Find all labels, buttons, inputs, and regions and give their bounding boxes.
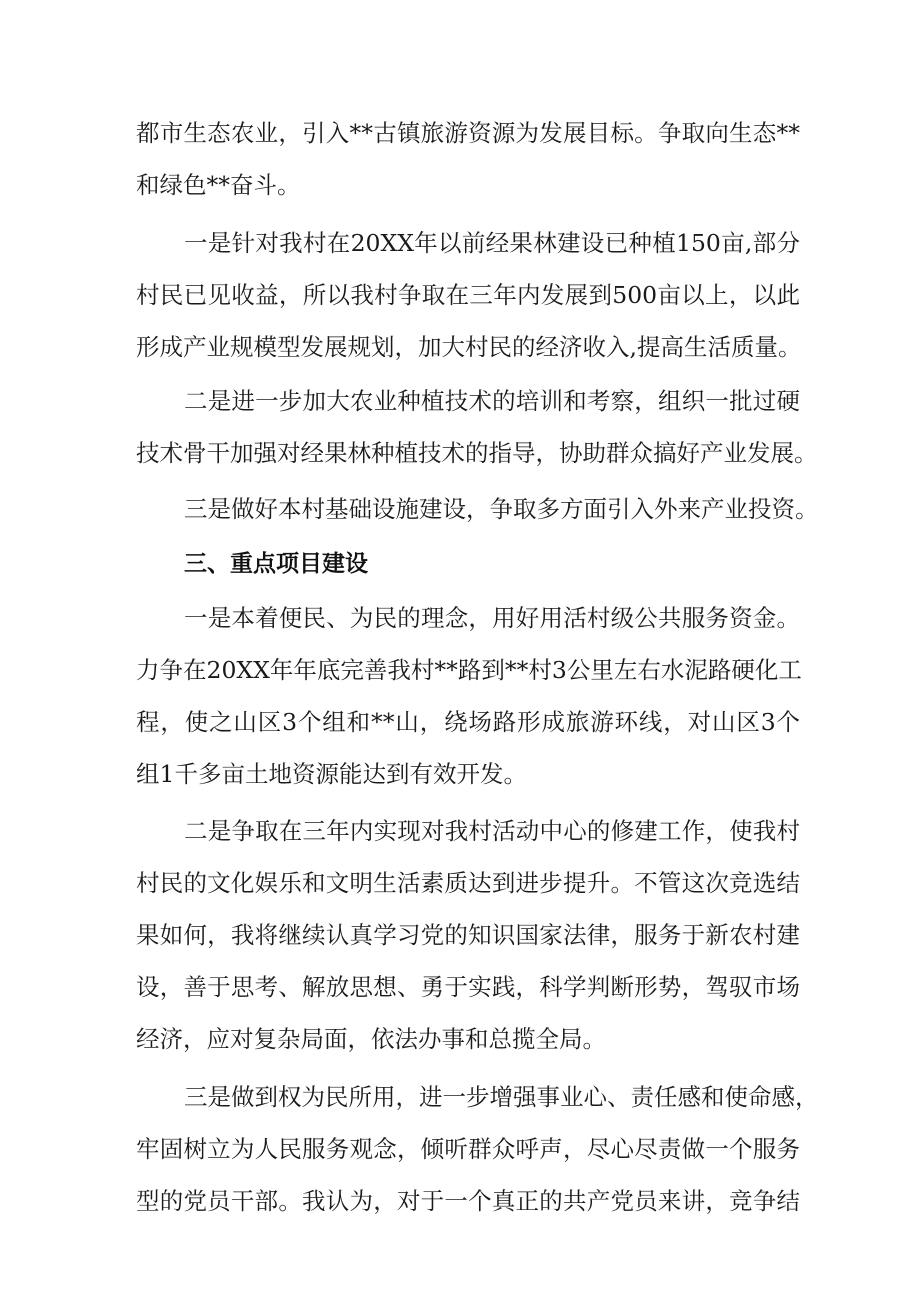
paragraph-line: 程，使之山区3个组和**山，绕场路形成旅游环线，对山区3个 [136, 708, 800, 736]
paragraph-line: 一是针对我村在20XX年以前经果林建设已种植150亩,部分 [184, 229, 800, 257]
paragraph-line: 型的党员干部。我认为，对于一个真正的共产党员来讲，竞争结 [136, 1187, 800, 1215]
paragraph-line: 和绿色**奋斗。 [136, 171, 301, 199]
paragraph-line: 形成产业规模型发展规划，加大村民的经济收入,提高生活质量。 [136, 333, 802, 361]
paragraph-line: 一是本着便民、为民的理念，用好用活村级公共服务资金。 [184, 604, 800, 632]
paragraph-line: 村民已见收益，所以我村争取在三年内发展到500亩以上，以此 [136, 281, 800, 309]
paragraph-line: 牢固树立为人民服务观念，倾听群众呼声，尽心尽责做一个服务 [136, 1135, 800, 1163]
section-heading: 三、重点项目建设 [184, 551, 368, 577]
paragraph-line: 设，善于思考、解放思想、勇于实践，科学判断形势，驾驭市场 [136, 973, 800, 1001]
paragraph-line: 组1千多亩土地资源能达到有效开发。 [136, 760, 527, 788]
paragraph-line: 经济，应对复杂局面，依法办事和总揽全局。 [136, 1025, 606, 1053]
paragraph-line: 二是进一步加大农业种植技术的培训和考察，组织一批过硬 [184, 387, 800, 415]
paragraph-line: 二是争取在三年内实现对我村活动中心的修建工作，使我村 [184, 817, 800, 845]
paragraph-line: 三是做到权为民所用，进一步增强事业心、责任感和使命感， [184, 1083, 819, 1111]
paragraph-line: 三是做好本村基础设施建设，争取多方面引入外来产业投资。 [184, 495, 819, 523]
paragraph-line: 果如何，我将继续认真学习党的知识国家法律，服务于新农村建 [136, 921, 800, 949]
paragraph-line: 力争在20XX年年底完善我村**路到**村3公里左右水泥路硬化工 [136, 656, 802, 684]
paragraph-line: 技术骨干加强对经果林种植技术的指导，协助群众搞好产业发展。 [136, 439, 818, 467]
paragraph-line: 村民的文化娱乐和文明生活素质达到进步提升。不管这次竞选结 [136, 869, 800, 897]
paragraph-line: 都市生态农业，引入**古镇旅游资源为发展目标。争取向生态** [136, 119, 800, 147]
